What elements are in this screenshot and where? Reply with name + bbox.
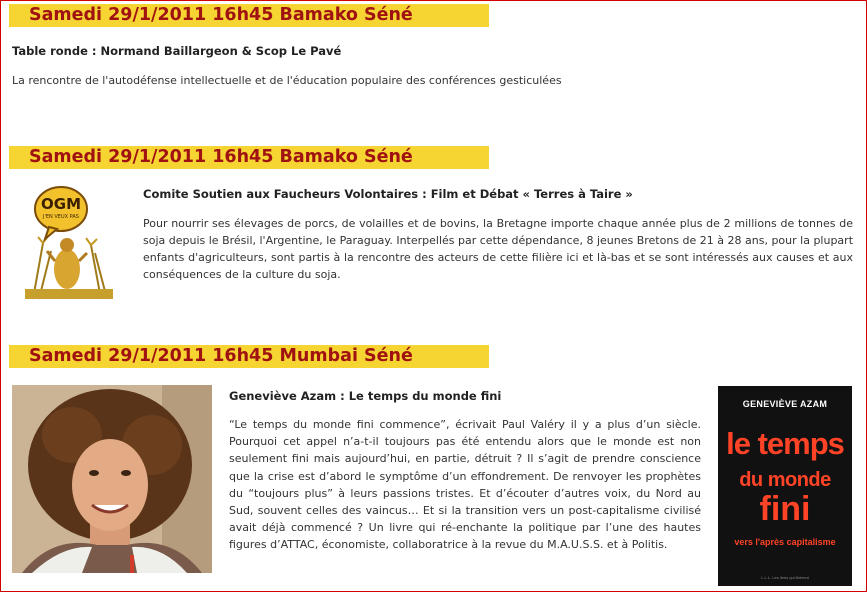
ogm-logo-letters: OGM bbox=[41, 195, 81, 213]
book-title-line-1: le temps bbox=[726, 426, 844, 461]
book-author: GENEVIÈVE AZAM bbox=[742, 399, 828, 409]
book-subtitle: vers l'après capitalisme bbox=[734, 537, 836, 547]
event-1-title: Table ronde : Normand Baillargeon & Scop Le Pavé bbox=[12, 44, 342, 58]
event-3-text: “Le temps du monde fini commence”, écrivait Paul Valéry il y a plus d’un siècle. Pourquoi cet appel n’a-t-il toujours pas été entendu alors que le monde est non seulement fini mais aujourd’hui, en partie, détruit ? Il s’agit de prendre conscience que la crise est d’abord le symptôme d’un effondrement. De renvoyer les prophètes du “toujours plus” à leurs passions tristes. Et d’écouter d’autres voix, du Nord au Sud, souvent celles des vaincus… Et si la transition vers un post-capitalisme civilisé avait déjà commencé ? Un livre qui ré-enchante la politique par l’une des hautes figures d’ATTAC, économiste, collaboratrice à la revue du M.A.U.S.S. et à Politis. bbox=[229, 418, 701, 552]
book-title-line-2: du monde bbox=[739, 469, 831, 491]
event-3-banner: Samedi 29/1/2011 16h45 Mumbai Séné bbox=[9, 345, 489, 368]
portrait-photo-icon bbox=[12, 385, 212, 573]
event-1-banner: Samedi 29/1/2011 16h45 Bamako Séné bbox=[9, 4, 489, 27]
ogm-logo-tagline: J'EN VEUX PAS bbox=[43, 214, 79, 220]
event-2-banner: Samedi 29/1/2011 16h45 Bamako Séné bbox=[9, 146, 489, 169]
book-cover-icon bbox=[718, 386, 852, 586]
ogm-logo-icon bbox=[21, 181, 117, 301]
event-2-text: Pour nourrir ses élevages de porcs, de volailles et de bovins, la Bretagne importe chaque année plus de 2 millions de tonnes de soja depuis le Brésil, l'Argentine, le Paraguay. Interpellés par cette dépendance, 8 jeunes Bretons de 21 à 28 ans, pour la plupart enfants d'agriculteurs, sont partis à la rencontre des acteurs de cette filière ici et là-bas et se sont intéressés aux causes et aux conséquences de la culture du soja. bbox=[143, 217, 854, 281]
book-title-line-3: fini bbox=[759, 490, 811, 528]
book-publisher: L.L.L. Les liens qui libèrent bbox=[761, 575, 809, 580]
event-3-title: Geneviève Azam : Le temps du monde fini bbox=[229, 389, 502, 403]
event-1-text: La rencontre de l'autodéfense intellectuelle et de l'éducation populaire des conférences gesticulées bbox=[12, 74, 562, 87]
event-2-title: Comite Soutien aux Faucheurs Volontaires : Film et Débat « Terres à Taire » bbox=[143, 187, 633, 201]
